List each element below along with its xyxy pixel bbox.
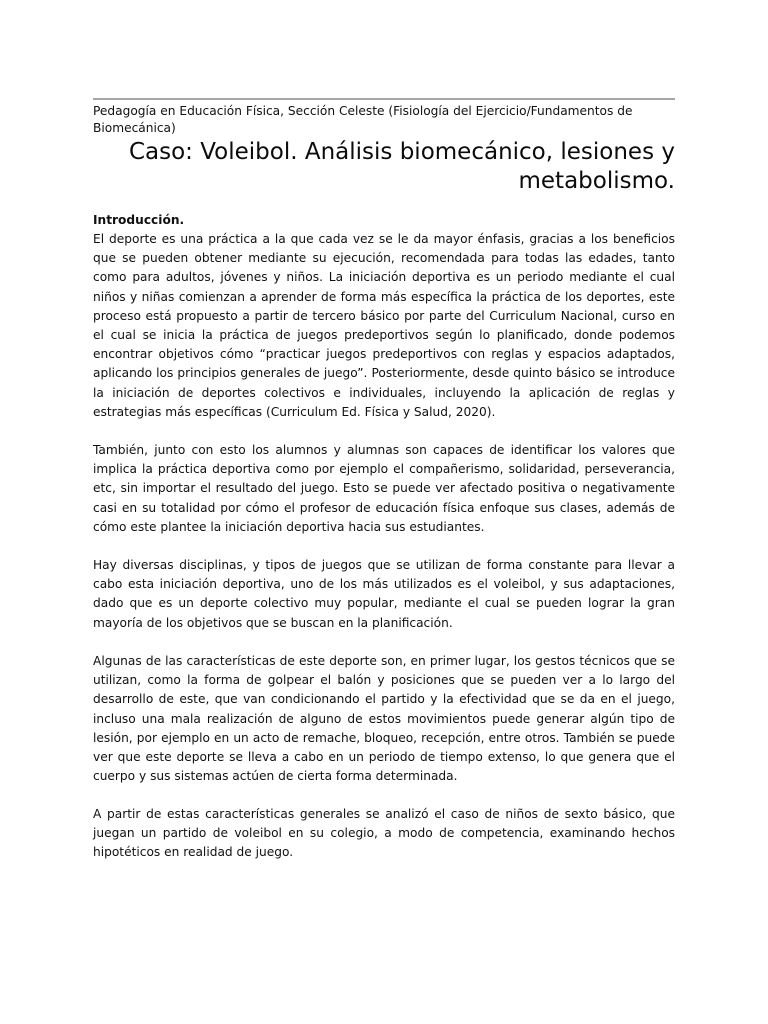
header-rule (93, 98, 675, 100)
paragraph-2: También, junto con esto los alumnos y alumnas son capaces de identificar los valores que implica la práctica deportiva como por ejemplo el compañerismo, solidaridad, perseverancia, etc, sin importar el resultado del juego. Esto se puede ver afectado positiva o negativamente casi en su totalidad por cómo el profesor de educación física enfoque sus clases, además de cómo este plantee la iniciación deportiva hacia sus estudiantes. (93, 443, 675, 534)
paragraph-1: El deporte es una práctica a la que cada vez se le da mayor énfasis, gracias a los beneficios que se pueden obtener mediante su ejecución, recomendada para todas las edades, tanto como para adultos, jóvenes y niños. La iniciación deportiva es un periodo mediante el cual niños y niñas comienzan a aprender de forma más específica la práctica de los deportes, este proceso está propuesto a partir de tercero básico por parte del Curriculum Nacional, curso en el cual se inicia la práctica de juegos predeportivos según lo planificado, donde podemos encontrar objetivos cómo “practicar juegos predeportivos con reglas y espacios adaptados, aplicando los principios generales de juego”. Posteriormente, desde quinto básico se introduce la iniciación de deportes colectivos e individuales, incluyendo la aplicación de reglas y estrategias más específicas (Curriculum Ed. Física y Salud, 2020). (93, 232, 675, 419)
document-title: Caso: Voleibol. Análisis biomecánico, lesiones y metabolismo. (128, 139, 675, 194)
paragraph-3: Hay diversas disciplinas, y tipos de juegos que se utilizan de forma constante para llevar a cabo esta iniciación deportiva, uno de los más utilizados es el voleibol, y sus adaptaciones, dado que es un deporte colectivo muy popular, mediante el cual se pueden lograr la gran mayoría de los objetivos que se buscan en la planificación. (93, 558, 675, 630)
section-heading-introduction: Introducción. (93, 213, 185, 227)
course-header: Pedagogía en Educación Física, Sección Celeste (Fisiología del Ejercicio/Fundamentos de Biomecánica) (93, 104, 633, 135)
paragraph-5: A partir de estas características generales se analizó el caso de niños de sexto básico, que juegan un partido de voleibol en su colegio, a modo de competencia, examinando hechos hipotéticos en realidad de juego. (93, 807, 675, 860)
paragraph-4: Algunas de las características de este deporte son, en primer lugar, los gestos técnicos que se utilizan, como la forma de golpear el balón y posiciones que se pueden ver a lo largo del desarrollo de este, que van condicionando el partido y la efectividad que se da en el juego, incluso una mala realización de alguno de estos movimientos puede generar algún tipo de lesión, por ejemplo en un acto de remache, bloqueo, recepción, entre otros. También se puede ver que este deporte se lleva a cabo en un periodo de tiempo extenso, lo que genera que el cuerpo y sus sistemas actúen de cierta forma determinada. (93, 654, 675, 784)
